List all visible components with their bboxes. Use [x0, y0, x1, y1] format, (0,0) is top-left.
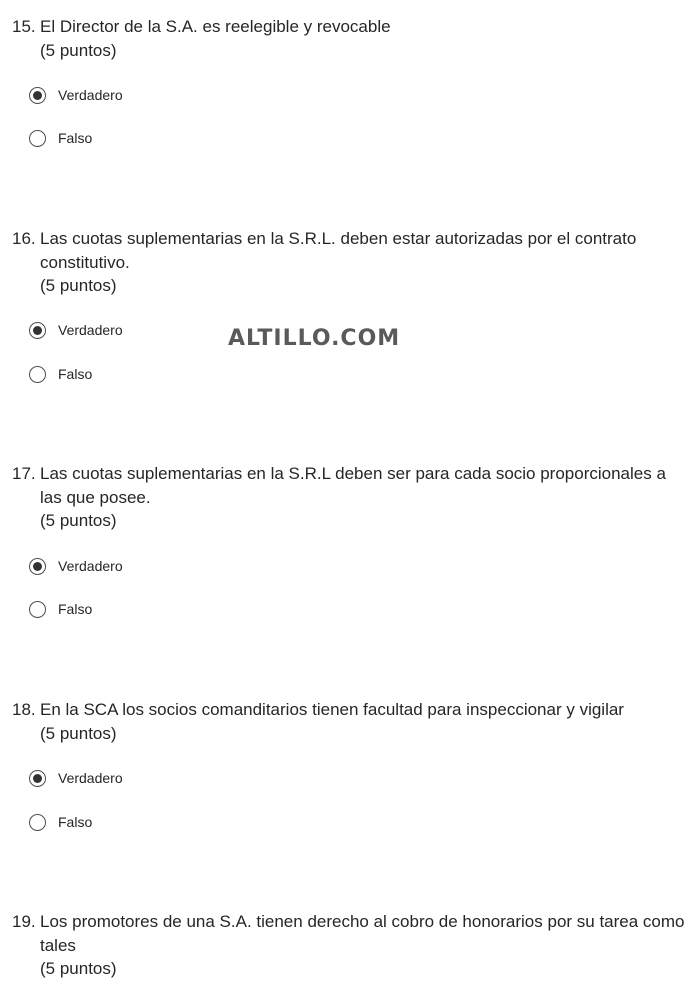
option-falso[interactable]	[29, 811, 92, 833]
radio-button-icon[interactable]	[29, 366, 46, 383]
option-label: Falso	[58, 601, 93, 617]
question-header	[12, 227, 692, 274]
option-label: Verdadero	[58, 770, 123, 786]
question-number: 19.	[12, 912, 36, 931]
option-verdadero[interactable]	[29, 767, 123, 789]
option-falso[interactable]	[29, 363, 92, 385]
radio-selected-dot	[33, 774, 42, 783]
question-points: (5 puntos)	[40, 959, 117, 978]
question-16	[12, 227, 692, 298]
question-header	[12, 462, 692, 509]
question-header	[12, 910, 692, 957]
question-header	[12, 15, 692, 39]
question-text: En la SCA los socios comanditarios tienen facultad para inspeccionar y vigilar	[40, 700, 624, 719]
question-15	[12, 15, 692, 62]
question-number: 15.	[12, 17, 36, 36]
question-points: (5 puntos)	[40, 723, 117, 743]
option-verdadero[interactable]	[29, 84, 123, 106]
radio-selected-dot	[33, 326, 42, 335]
option-label: Falso	[58, 814, 93, 830]
option-verdadero[interactable]	[29, 319, 123, 341]
option-label: Verdadero	[58, 322, 123, 338]
question-19	[12, 910, 692, 981]
radio-button-icon[interactable]	[29, 601, 46, 618]
question-points: (5 puntos)	[40, 40, 117, 60]
option-label: Falso	[58, 366, 93, 382]
question-number: 18.	[12, 700, 36, 719]
option-falso[interactable]	[29, 127, 92, 149]
radio-button-icon[interactable]	[29, 814, 46, 831]
option-label: Falso	[58, 130, 93, 146]
question-points: (5 puntos)	[40, 276, 117, 295]
question-points: (5 puntos)	[40, 511, 117, 530]
question-text: El Director de la S.A. es reelegible y revocable	[40, 17, 391, 36]
radio-button-icon[interactable]	[29, 558, 46, 575]
radio-selected-dot	[33, 562, 42, 571]
question-text: Las cuotas suplementarias en la S.R.L deben ser para cada socio proporcionales a las que posee.	[40, 464, 666, 507]
option-verdadero[interactable]	[29, 555, 123, 577]
question-18	[12, 698, 692, 745]
option-label: Verdadero	[58, 87, 123, 103]
radio-button-icon[interactable]	[29, 322, 46, 339]
radio-selected-dot	[33, 91, 42, 100]
question-number: 17.	[12, 464, 36, 483]
radio-button-icon[interactable]	[29, 87, 46, 104]
watermark: ALTILLO.COM	[228, 326, 401, 351]
question-header	[12, 698, 692, 722]
question-text: Los promotores de una S.A. tienen derecho al cobro de honorarios por su tarea como tales	[40, 912, 685, 955]
option-falso[interactable]	[29, 598, 92, 620]
question-text: Las cuotas suplementarias en la S.R.L. deben estar autorizadas por el contrato constitutivo.	[40, 229, 637, 272]
question-number: 16.	[12, 229, 36, 248]
radio-button-icon[interactable]	[29, 770, 46, 787]
radio-button-icon[interactable]	[29, 130, 46, 147]
question-17	[12, 462, 692, 533]
option-label: Verdadero	[58, 558, 123, 574]
